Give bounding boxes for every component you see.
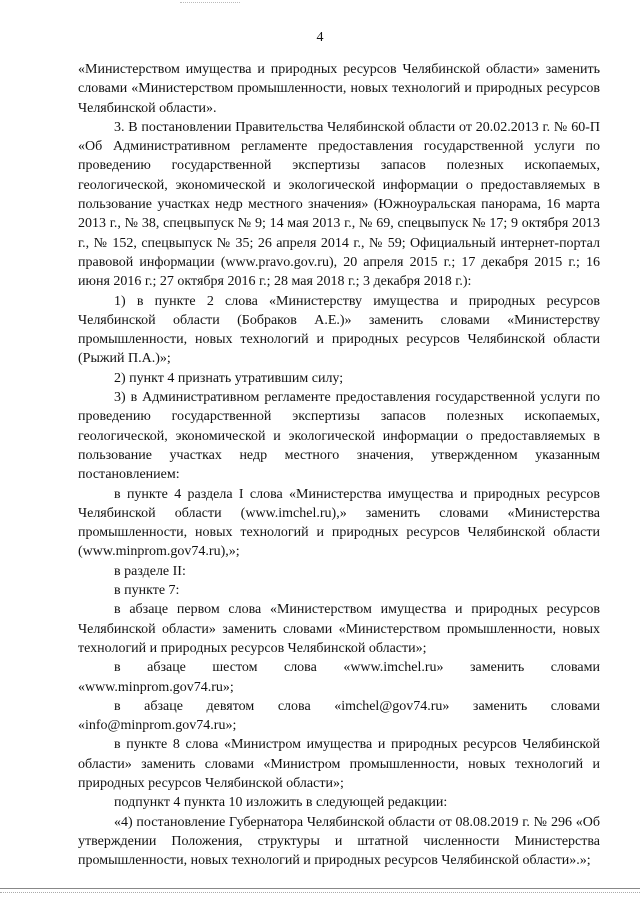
paragraph-5: 3) в Административном регламенте предоставления государственной услуги по проведению государственной экспертизы запасов полезных ископаемых, геологической, экономической и экологической информации о предоставляемых в пользование участках недр местного значения, утвержденном указанным постановлением: bbox=[78, 390, 600, 483]
document-body bbox=[78, 60, 600, 870]
paragraph-4: 2) пункт 4 признать утратившим силу; bbox=[114, 370, 344, 386]
paragraph-8: в пункте 7: bbox=[114, 583, 180, 599]
scan-edge-line bbox=[0, 888, 640, 889]
paragraph-3: 1) в пункте 2 слова «Министерству имущества и природных ресурсов Челябинской области (Бобраков А.Е.)» заменить словами «Министерству промышленности, новых технологий и природных ресурсов Челябинской области (Рыжий П.А.)»; bbox=[78, 293, 600, 367]
paragraph-13: подпункт 4 пункта 10 изложить в следующей редакции: bbox=[114, 795, 448, 811]
paragraph-1: «Министерством имущества и природных ресурсов Челябинской области» заменить словами «Министерством промышленности, новых технологий и природных ресурсов Челябинской области». bbox=[78, 62, 600, 116]
paragraph-6: в пункте 4 раздела I слова «Министерства имущества и природных ресурсов Челябинской области (www.imchel.ru),» заменить словами «Министерства промышленности, новых технологий и природных ресурсов Челябинской области (www.minprom.gov74.ru),»; bbox=[78, 486, 600, 560]
paragraph-14: «4) постановление Губернатора Челябинской области от 08.08.2019 г. № 296 «Об утверждении Положения, структуры и штатной численности Министерства промышленности, новых технологий и природных ресурсов Челябинской области».»; bbox=[78, 814, 600, 869]
paragraph-2: 3. В постановлении Правительства Челябинской области от 20.02.2013 г. № 60-П «Об Административном регламенте предоставления государственной услуги по проведению государственной экспертизы запасов полезных ископаемых, геологической, экономической и экологической информации о предоставляемых в пользование участках недр местного значения» (Южноуральская панорама, 16 марта 2013 г., № 38, спецвыпуск № 9; 14 мая 2013 г., № 69, спецвыпуск № 17; 9 октября 2013 г., № 152, спецвыпуск № 35; 26 апреля 2014 г., № 59; Официальный интернет-портал правовой информации (www.pravo.gov.ru), 20 апреля 2015 г.; 17 декабря 2015 г.; 16 июня 2016 г.; 27 октября 2016 г.; 28 мая 2018 г.; 3 декабря 2018 г.): bbox=[78, 119, 600, 290]
paragraph-7: в разделе II: bbox=[114, 563, 186, 579]
scan-edge-dotted bbox=[0, 892, 640, 893]
paragraph-10: в абзаце шестом слова «www.imchel.ru» заменить словами «www.minprom.gov74.ru»; bbox=[78, 660, 600, 695]
page-number: 4 bbox=[316, 30, 324, 45]
paragraph-12: в пункте 8 слова «Министром имущества и природных ресурсов Челябинской области» заменить словами «Министром промышленности, новых технологий и природных ресурсов Челябинской области»; bbox=[78, 737, 600, 791]
scan-artifact-top bbox=[180, 2, 240, 7]
paragraph-11: в абзаце девятом слова «imchel@gov74.ru» заменить словами «info@minprom.gov74.ru»; bbox=[78, 698, 600, 734]
paragraph-9: в абзаце первом слова «Министерством имущества и природных ресурсов Челябинской области» заменить словами «Министерством промышленности, новых технологий и природных ресурсов Челябинской области»; bbox=[78, 602, 600, 656]
